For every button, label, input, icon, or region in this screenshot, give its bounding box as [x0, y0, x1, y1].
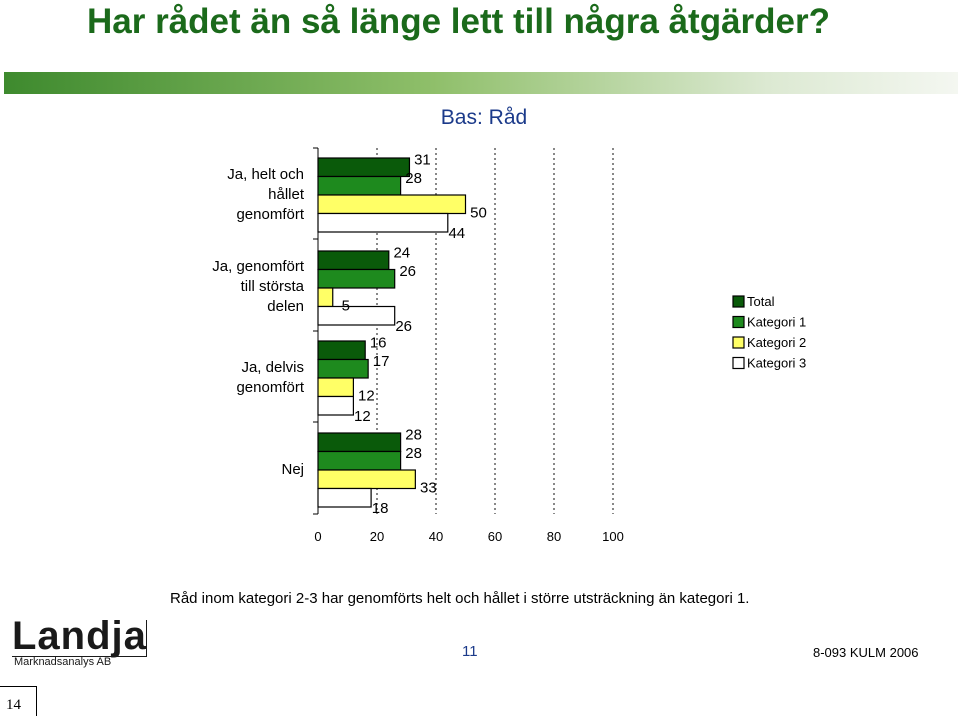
x-tick-label: 0	[314, 529, 322, 544]
data-label: 26	[395, 317, 413, 335]
chart-legend	[733, 294, 806, 371]
data-label: 16	[369, 334, 387, 352]
x-tick-label: 60	[487, 529, 503, 544]
bar-kategori-1	[318, 452, 401, 471]
category-label: Ja, genomfört	[212, 258, 304, 275]
category-label: genomfört	[236, 206, 304, 223]
data-label: 28	[405, 169, 422, 187]
data-label: 33	[420, 479, 437, 497]
x-tick-label: 80	[546, 529, 562, 544]
logo-wordmark: Landja	[12, 614, 147, 658]
category-label: Ja, helt och	[227, 166, 304, 183]
corner-page-number: 14	[6, 697, 21, 713]
data-label: 18	[371, 499, 389, 517]
x-tick-label: 40	[428, 529, 444, 544]
legend-label: Kategori 2	[747, 335, 807, 350]
legend-label: Kategori 3	[747, 355, 807, 371]
bar-kategori-1	[318, 360, 368, 379]
legend-swatch	[733, 317, 744, 328]
legend-label: Total	[747, 294, 775, 309]
bar-kategori-3	[318, 489, 371, 508]
legend-label: Kategori 1	[747, 314, 807, 330]
data-label: 28	[405, 444, 422, 462]
data-label: 28	[405, 426, 422, 444]
chart-subtitle: Bas: Råd	[440, 106, 528, 129]
data-label: 31	[414, 151, 431, 169]
bar-kategori-3	[318, 307, 395, 326]
category-label: genomfört	[236, 379, 304, 396]
category-label: Ja, delvis	[241, 359, 304, 376]
legend-swatch	[733, 337, 744, 348]
data-label: 24	[393, 244, 411, 262]
bar-total	[318, 433, 401, 452]
page-title: Har rådet än så länge lett till några åtgärder?	[87, 2, 830, 41]
page-number: 11	[462, 643, 478, 660]
page-corner-box	[0, 686, 37, 716]
footer-code: 8-093 KULM 2006	[813, 645, 919, 660]
data-label: 44	[448, 224, 466, 242]
x-tick-label: 100	[602, 529, 624, 544]
category-label: delen	[267, 298, 304, 315]
data-label: 12	[358, 387, 375, 405]
data-label: 5	[341, 297, 350, 315]
legend-swatch	[733, 358, 744, 369]
bar-total	[318, 341, 365, 360]
data-label: 12	[354, 407, 371, 425]
data-label: 26	[399, 262, 417, 280]
category-label: hållet	[268, 186, 304, 203]
bar-kategori-1	[318, 270, 395, 289]
x-tick-label: 20	[369, 529, 385, 544]
bar-total	[318, 158, 409, 177]
bar-kategori-2	[318, 470, 415, 489]
bar-kategori-1	[318, 177, 401, 196]
data-label: 50	[470, 204, 487, 222]
company-logo	[12, 614, 152, 672]
bar-kategori-2	[318, 378, 353, 397]
bar-kategori-3	[318, 397, 353, 416]
legend-swatch	[733, 296, 744, 307]
category-label: Nej	[281, 461, 304, 478]
chart-note: Råd inom kategori 2-3 har genomförts helt och hållet i större utsträckning än kategori 1.	[170, 590, 750, 607]
bar-kategori-2	[318, 288, 333, 307]
bar-total	[318, 251, 389, 270]
bar-kategori-3	[318, 214, 448, 233]
logo-subtitle: Marknadsanalys AB	[14, 656, 112, 668]
category-label: till största	[240, 278, 304, 295]
data-label: 17	[372, 352, 390, 370]
bar-kategori-2	[318, 195, 466, 214]
